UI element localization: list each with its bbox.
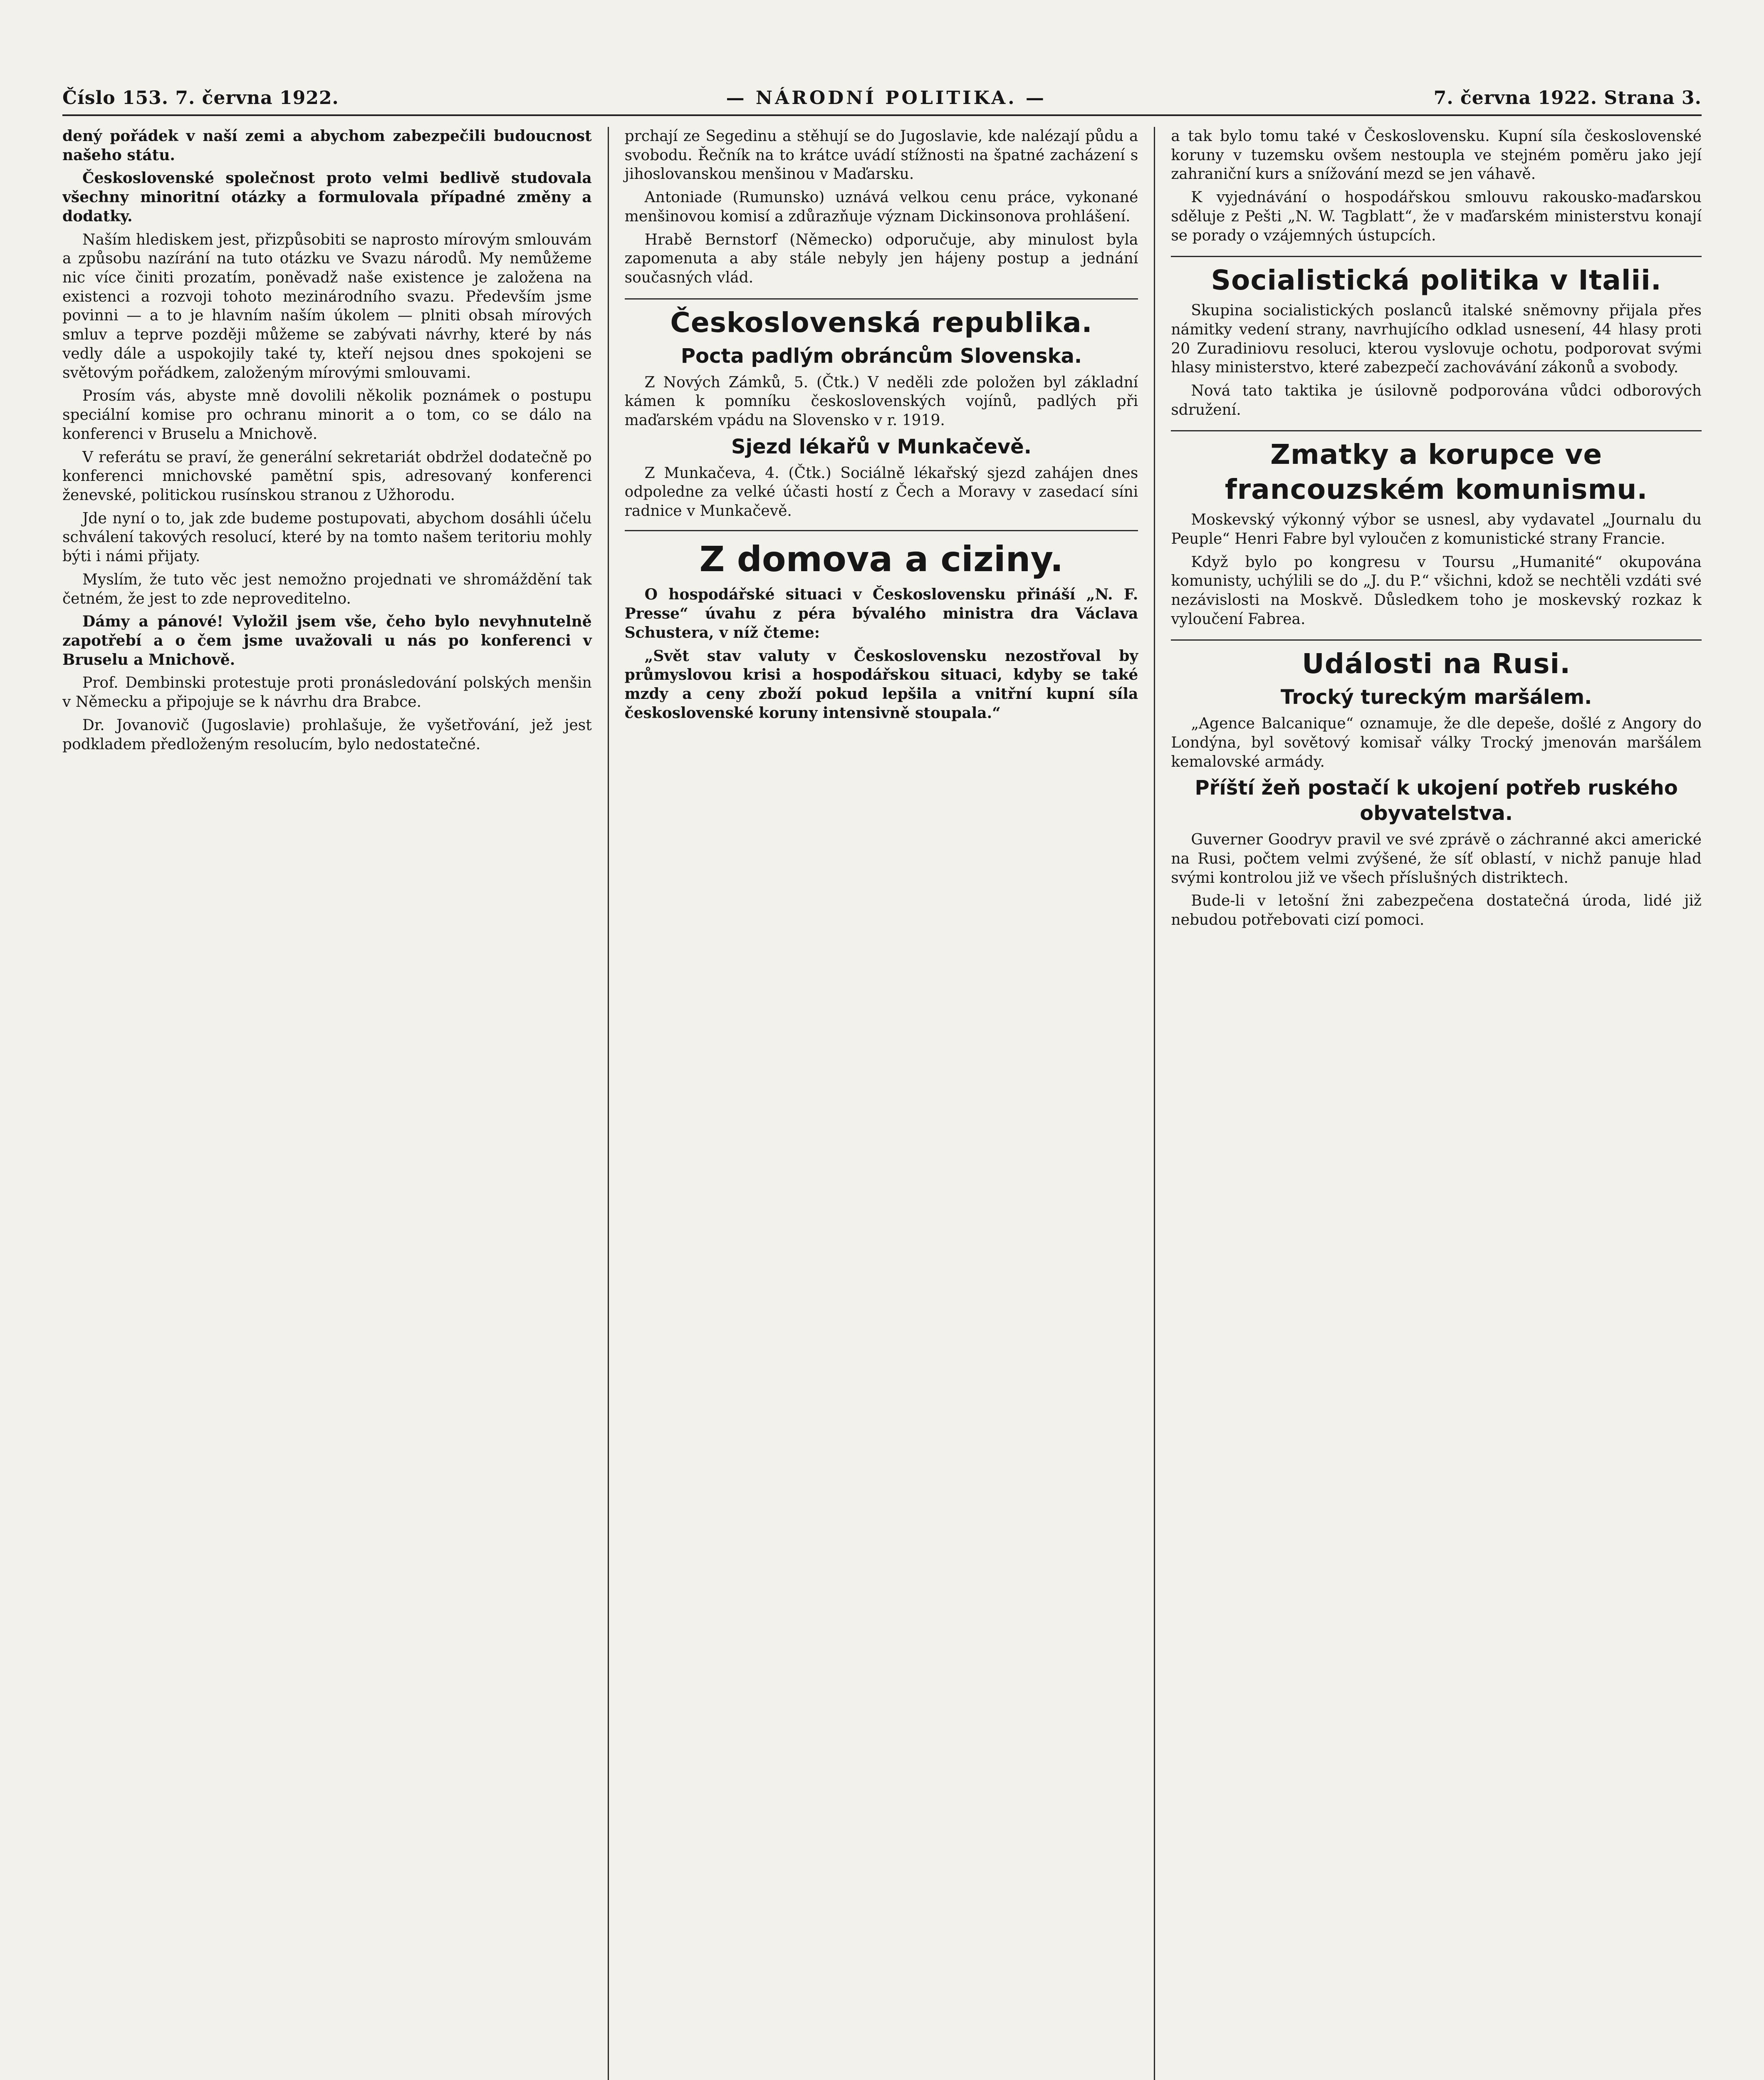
paragraph: K vyjednávání o hospodářskou smlouvu rakousko-maďarskou sděluje z Pešti „N. W. Tagblatt“, že v maďarském ministerstvu konají se porady o vzájemných ústupcích. [1171, 189, 1702, 244]
article-heading: Trocký tureckým maršálem. [1280, 686, 1592, 709]
paragraph: Prosím vás, abyste mně dovolili několik poznámek o postupu speciální komise pro ochranu minorit a o tom, co se dálo na konferenci v Bruselu a Mnichově. [62, 387, 592, 443]
newspaper-title: — NÁRODNÍ POLITIKA. — [726, 87, 1047, 109]
page-date-number: 7. června 1922. Strana 3. [1433, 87, 1702, 109]
paragraph: Bude-li v letošní žni zabezpečena dostatečná úroda, lidé již nebudou potřebovati cizí pomoci. [1171, 892, 1702, 929]
paragraph: Prof. Dembinski protestuje proti pronásledování polských menšin v Německu a připojuje se k návrhu dra Brabce. [62, 674, 592, 711]
paragraph: Dr. Jovanovič (Jugoslavie) prohlašuje, že vyšetřování, jež jest podkladem předloženým resolucím, bylo nedostatečné. [62, 716, 592, 753]
article-heading: Sjezd lékařů v Munkačevě. [731, 435, 1032, 458]
section-heading: Události na Rusi. [1171, 639, 1702, 681]
section-heading: Československá republika. [625, 298, 1138, 340]
paragraph: Nová tato taktika je úsilovně podporována vůdci odborových sdružení. [1171, 382, 1702, 418]
paragraph: a tak bylo tomu také v Československu. Kupní síla československé koruny v tuzemsku ovšem nestoupla ve stejném poměru jako její zahraniční kurs a snížování mezd se jen váhavě. [1171, 128, 1702, 183]
paragraph: Antoniade (Rumunsko) uznává velkou cenu práce, vykonané menšinovou komisí a zdůrazňuje význam Dickinsonova prohlášení. [624, 189, 1138, 225]
column-2 [609, 127, 1155, 2080]
article-heading: Příští žeň postačí k ukojení potřeb ruského obyvatelstva. [1195, 776, 1678, 825]
paragraph: Naším hlediskem jest, přizpůsobiti se naprosto mírovým smlouvám a způsobu nazírání na tuto otázku ve Svazu národů. My nemůžeme nic více činiti prozatím, poněvadž naše existence je založena na existenci a rozvoji tohoto mezinárodního svazu. Především jsme povinni — a to je hlavním naším úkolem — plniti obsah mírových smluv a teprve později můžeme se zabývati návrhy, které by nás vedly dále a uspokojily také ty, kteří nejsou dnes spokojeni se světovým pořádkem, založeným mírovými smlouvami. [62, 231, 592, 381]
columns [62, 127, 1702, 2080]
paragraph: Dámy a pánové! Vyložil jsem vše, čeho bylo nevyhnutelně zapotřebí a o čem jsme uvažovali u nás po konferenci v Bruselu a Mnichově. [62, 613, 592, 669]
section-heading: Socialistická politika v Italii. [1171, 256, 1702, 298]
paragraph: prchají ze Segedinu a stěhují se do Jugoslavie, kde nalézají půdu a svobodu. Řečník na to krátce uvádí stížnosti na špatné zacházení s jihoslovanskou menšinou v Maďarsku. [624, 128, 1138, 183]
paragraph: Z Nových Zámků, 5. (Čtk.) V neděli zde položen byl základní kámen k pomníku československých vojínů, padlých při maďarském vpádu na Slovensko v r. 1919. [624, 374, 1138, 429]
paragraph: Když bylo po kongresu v Toursu „Humanité“ okupována komunisty, uchýlili se do „J. du P.“ všichni, kdož se nechtěli vzdáti své nezávislosti na Moskvě. Důsledkem toho je moskevský rozkaz k vyloučení Fabrea. [1171, 553, 1702, 628]
paragraph: Myslím, že tuto věc jest nemožno projednati ve shromáždění tak četném, že jest to zde neproveditelno. [62, 571, 592, 607]
article-heading: Pocta padlým obráncům Slovenska. [680, 344, 1082, 368]
masthead [62, 87, 1702, 116]
column-3 [1155, 127, 1702, 2080]
issue-number-date: Číslo 153. 7. června 1922. [62, 87, 339, 109]
paragraph: O hospodářské situaci v Československu přináší „N. F. Presse“ úvahu z péra bývalého ministra dra Václava Schustera, v níž čteme: [624, 586, 1138, 641]
paragraph: Hrabě Bernstorf (Německo) odporučuje, aby minulost byla zapomenuta a aby stále nebyly jen hájeny postup a jednání současných vlád. [624, 231, 1138, 287]
paragraph: Moskevský výkonný výbor se usnesl, aby vydavatel „Journalu du Peuple“ Henri Fabre byl vyloučen z komunistické strany Francie. [1171, 511, 1702, 547]
column-1 [62, 127, 609, 2080]
paragraph: Guverner Goodryv pravil ve své zprávě o záchranné akci americké na Rusi, počtem velmi zvýšené, že síť oblastí, v nichž panuje hlad svými kontrolou již ve všech příslušných distriktech. [1171, 831, 1702, 886]
section-heading: Zmatky a korupce ve francouzském komunismu. [1171, 430, 1702, 507]
paragraph: Československé společnost proto velmi bedlivě studovala všechny minoritní otázky a formulovala případné změny a dodatky. [62, 169, 592, 225]
paragraph: „Svět stav valuty v Československu nezostřoval by průmyslovou krisi a hospodářskou situaci, kdyby se také mzdy a ceny zboží pokud lepšila a vnitřní kupní síla československé koruny intensivně stoupala.“ [624, 647, 1138, 722]
paragraph: „Agence Balcanique“ oznamuje, že dle depeše, došlé z Angory do Londýna, byl sovětový komisař války Trocký jmenován maršálem kemalovské armády. [1171, 715, 1702, 770]
paragraph: Skupina socialistických poslanců italské sněmovny přijala přes námitky vedení strany, navrhujícího odklad usnesení, 44 hlasy proti 20 Zuradiniovu resoluci, kterou vyslovuje ochotu, podporovat svými hlasy ministerstvo, které zabezpečí zachovávání zákonů a svobody. [1171, 302, 1702, 376]
paragraph: Jde nyní o to, jak zde budeme postupovati, abychom dosáhli účelu schválení takových resolucí, které by na tomto našem teritoriu mohly býti i námi přijaty. [62, 510, 592, 565]
section-heading: Z domova a ciziny. [625, 530, 1138, 582]
paragraph: V referátu se praví, že generální sekretariát obdržel dodatečně po konferenci mnichovské pamětní spis, adresovaný konferenci ženevské, politickou rusínskou stranou z Užhorodu. [62, 448, 592, 504]
paragraph: Z Munkačeva, 4. (Čtk.) Sociálně lékařský sjezd zahájen dnes odpoledne za velké účasti hostí z Čech a Moravy v zasedací síni radnice v Munkačevě. [624, 464, 1138, 520]
paragraph: dený pořádek v naší zemi a abychom zabezpečili budoucnost našeho státu. [62, 127, 592, 164]
